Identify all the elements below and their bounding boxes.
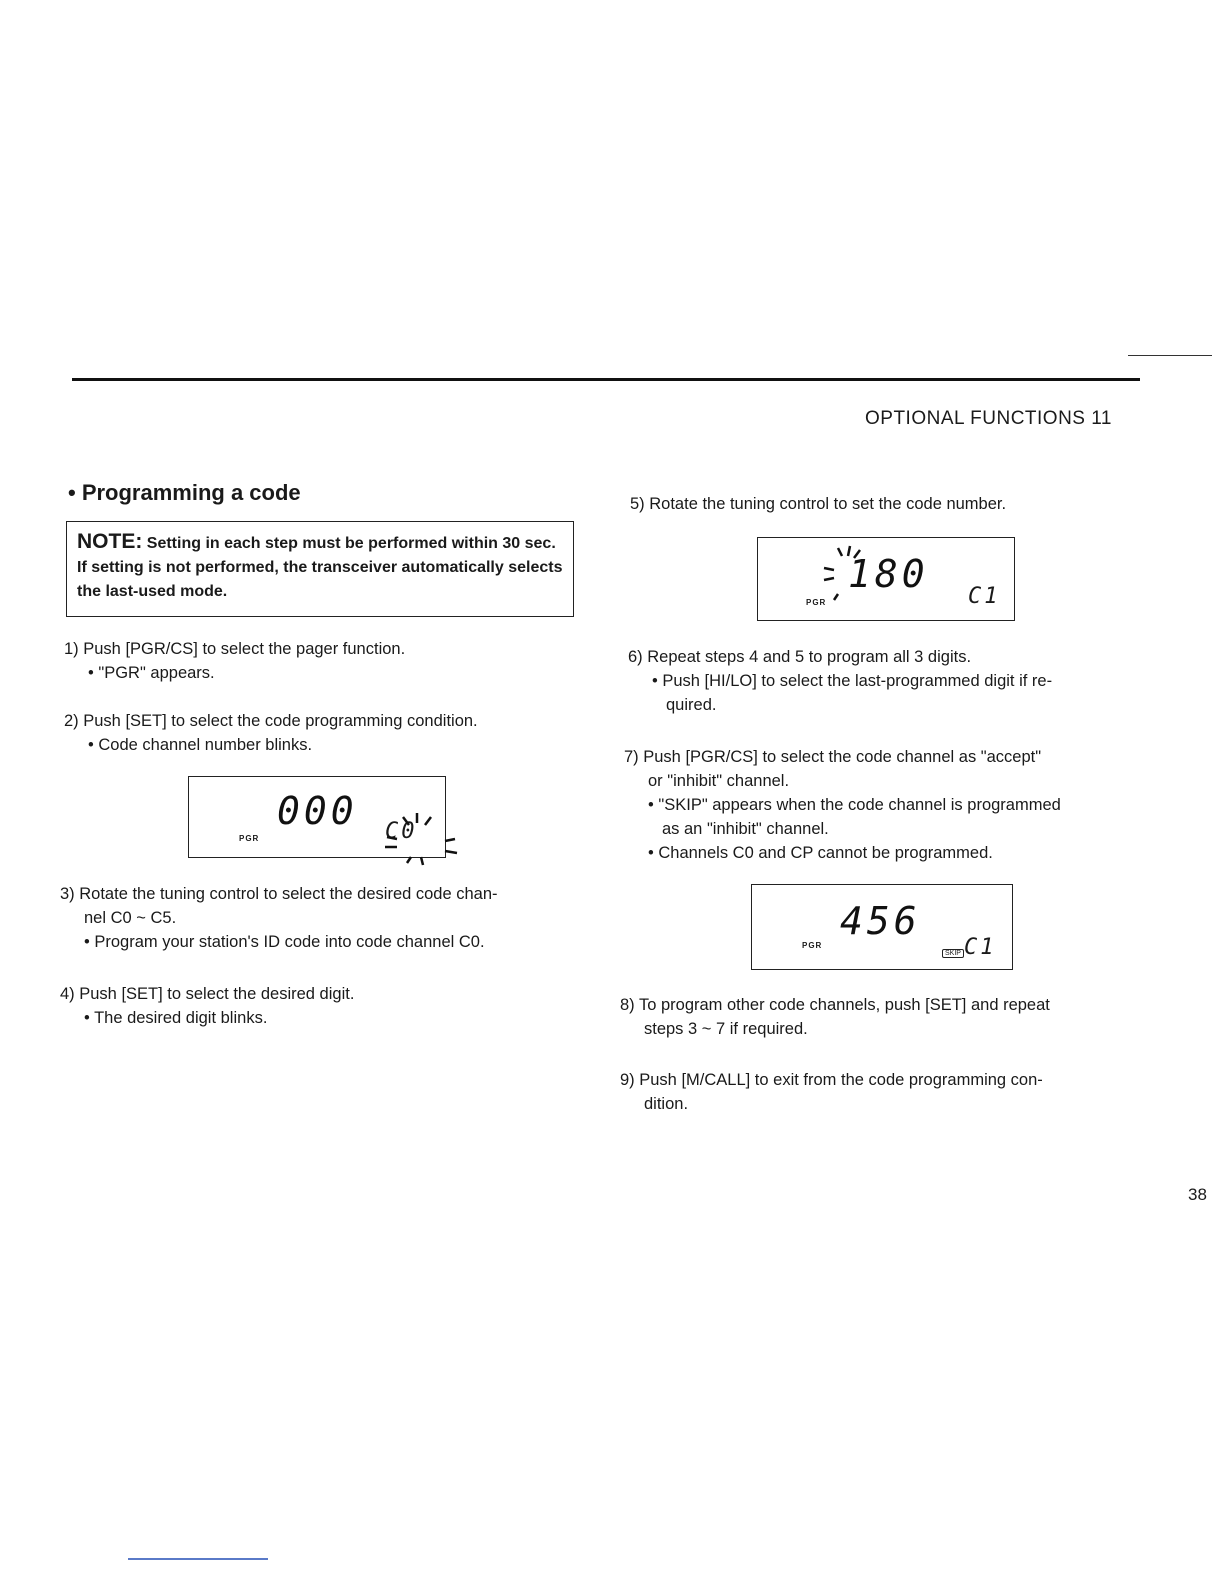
step-8-text: 8) To program other code channels, push [SET] and repeat xyxy=(620,996,1050,1014)
step-4-text: 4) Push [SET] to select the desired digit. xyxy=(60,985,355,1003)
step-7-sub-1-cont: as an "inhibit" channel. xyxy=(662,820,829,838)
lcd-pgr-indicator: PGR xyxy=(239,834,260,843)
step-2 xyxy=(64,709,478,757)
step-7-sub-1: • "SKIP" appears when the code channel is programmed xyxy=(648,796,1061,814)
blink-rays-icon xyxy=(373,811,463,873)
blink-rays-icon xyxy=(822,544,868,614)
step-7-cont: or "inhibit" channel. xyxy=(648,772,790,790)
step-6-text: 6) Repeat steps 4 and 5 to program all 3 digits. xyxy=(628,648,972,666)
step-8-cont: steps 3 ~ 7 if required. xyxy=(644,1020,808,1038)
step-3-text: 3) Rotate the tuning control to select the desired code chan- xyxy=(60,885,498,903)
lcd-pgr-indicator: PGR xyxy=(802,941,823,950)
step-2-sub: • Code channel number blinks. xyxy=(88,736,313,754)
note-label: NOTE: xyxy=(77,530,143,553)
step-5 xyxy=(630,492,1006,516)
step-7-sub-2: • Channels C0 and CP cannot be programmed. xyxy=(648,844,993,862)
note-text: Setting in each step must be performed within 30 sec. If setting is not performed, the transceiver automatically selects the last-used mode. xyxy=(77,535,563,600)
footer-rule xyxy=(128,1558,268,1560)
lcd-code-digits: 000 xyxy=(277,789,358,833)
lcd-channel: C1 xyxy=(964,935,997,960)
corner-rule xyxy=(1128,355,1212,356)
lcd-pgr-indicator: PGR xyxy=(806,598,827,607)
lcd-channel: C1 xyxy=(968,584,1001,609)
step-3-sub: • Program your station's ID code into code channel C0. xyxy=(84,933,485,951)
lcd-code-digits: 456 xyxy=(840,899,921,943)
note-box xyxy=(66,521,574,617)
step-1-sub: • "PGR" appears. xyxy=(88,664,215,682)
lcd-skip-indicator: SKIP xyxy=(942,949,964,958)
header-rule xyxy=(72,378,1140,381)
step-8 xyxy=(620,993,1050,1041)
page-number: 38 xyxy=(1188,1185,1207,1204)
step-6-sub: • Push [HI/LO] to select the last-programmed digit if re- xyxy=(652,672,1053,690)
lcd-display-2 xyxy=(757,537,1015,621)
section-title: • Programming a code xyxy=(68,480,301,505)
step-5-text: 5) Rotate the tuning control to set the code number. xyxy=(630,495,1007,513)
step-2-text: 2) Push [SET] to select the code programming condition. xyxy=(64,712,478,730)
lcd-code-digits: 180 xyxy=(848,552,929,596)
step-6 xyxy=(628,645,1052,717)
step-3 xyxy=(60,882,498,954)
section-header: OPTIONAL FUNCTIONS 11 xyxy=(865,408,1112,429)
lcd-display-1 xyxy=(188,776,446,858)
step-9-cont: dition. xyxy=(644,1095,689,1113)
step-1 xyxy=(64,637,405,685)
step-4-sub: • The desired digit blinks. xyxy=(84,1009,268,1027)
step-3-cont: nel C0 ~ C5. xyxy=(84,909,177,927)
lcd-display-3 xyxy=(751,884,1013,970)
step-7-text: 7) Push [PGR/CS] to select the code channel as "accept" xyxy=(624,748,1042,766)
step-1-text: 1) Push [PGR/CS] to select the pager function. xyxy=(64,640,406,658)
lcd-channel: C0 xyxy=(385,819,418,844)
step-7 xyxy=(624,745,1061,865)
step-4 xyxy=(60,982,354,1030)
step-6-sub-cont: quired. xyxy=(666,696,717,714)
step-9-text: 9) Push [M/CALL] to exit from the code programming con- xyxy=(620,1071,1043,1089)
step-9 xyxy=(620,1068,1043,1116)
